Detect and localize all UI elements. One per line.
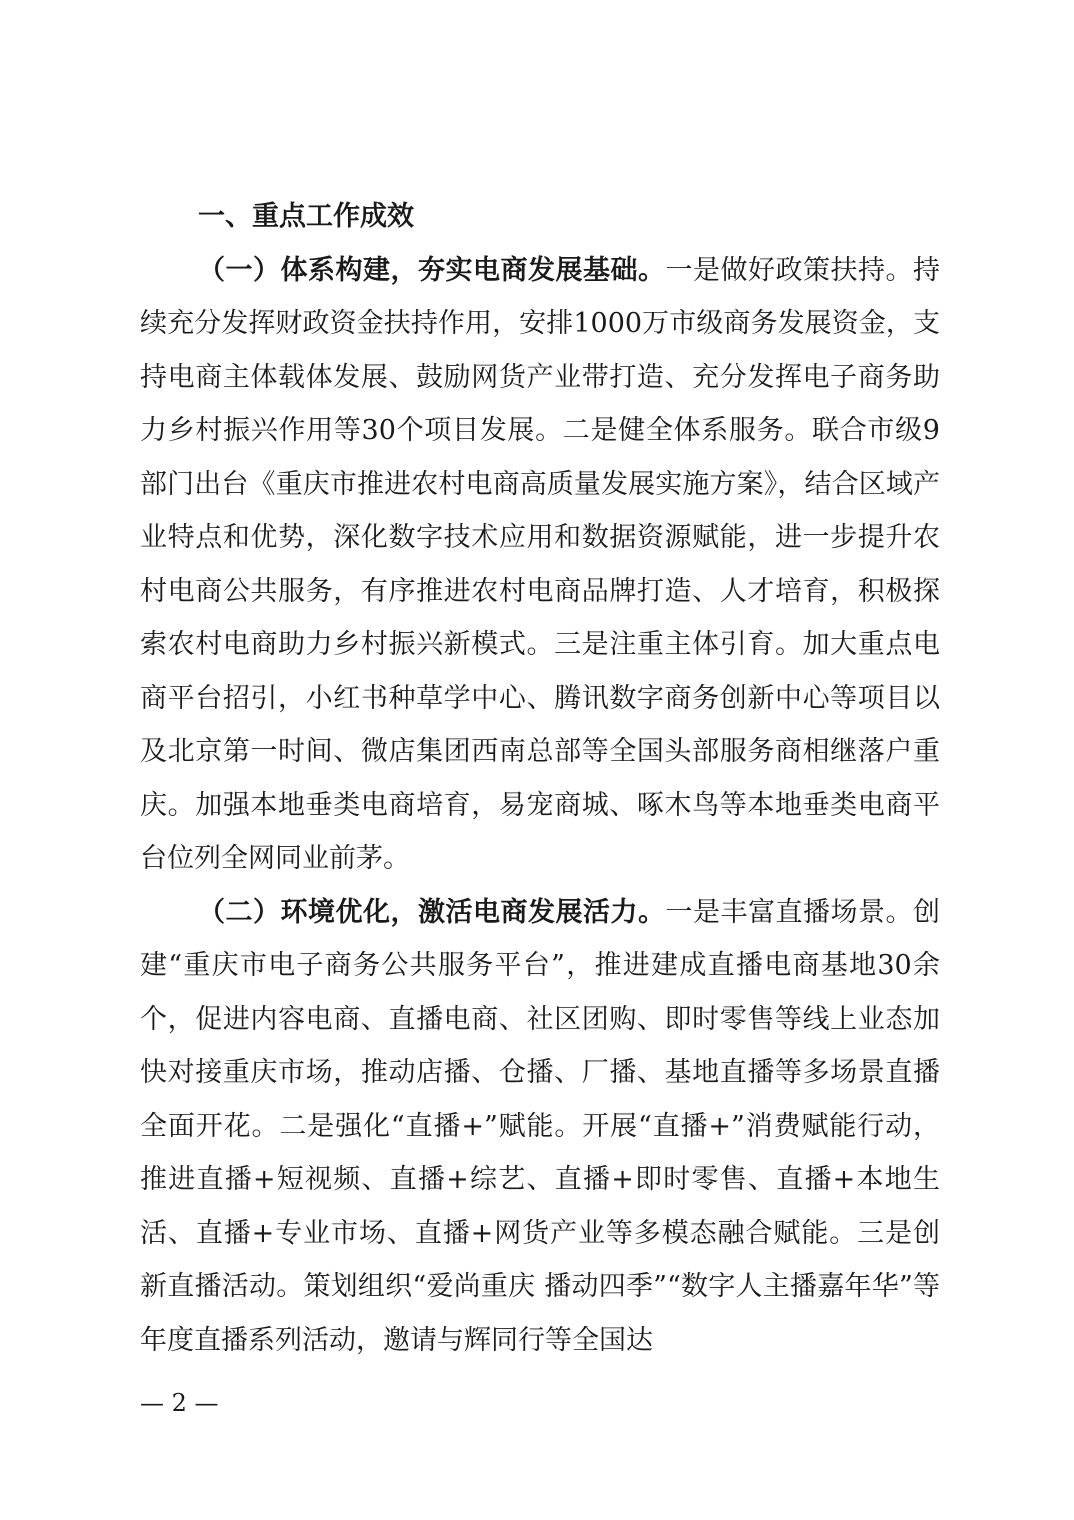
paragraph-lead: （二）环境优化，激活电商发展活力。 (198, 896, 666, 928)
paragraph-text: 一是做好政策扶持。持续充分发挥财政资金扶持作用，安排1000万市级商务发展资金，支持电商主体载体发展、鼓励网货产业带打造、充分发挥电子商务助力乡村振兴作用等30个项目发展。二是健全体系服务。联合市级9部门出台《重庆市推进农村电商高质量发展实施方案》，结合区域产业特点和优势，深化数字技术应用和数据资源赋能，进一步提升农村电商公共服务，有序推进农村电商品牌打造、人才培育，积极探索农村电商助力乡村振兴新模式。三是注重主体引育。加大重点电商平台招引，小红书种草学中心、腾讯数字商务创新中心等项目以及北京第一时间、微店集团西南总部等全国头部服务商相继落户重庆。加强本地垂类电商培育，易宠商城、啄木鸟等本地垂类电商平台位列全网同业前茅。 (140, 254, 940, 874)
paragraph-environment-optimization (140, 886, 940, 1368)
page-number: — 2 — (140, 1389, 219, 1417)
paragraph-system-construction (140, 244, 940, 886)
document-body (140, 190, 940, 1367)
section-heading: 一、重点工作成效 (198, 201, 414, 232)
paragraph-text: 一是丰富直播场景。创建“重庆市电子商务公共服务平台”，推进建成直播电商基地30余个，促进内容电商、直播电商、社区团购、即时零售等线上业态加快对接重庆市场，推动店播、仓播、厂播、基地直播等多场景直播全面开花。二是强化“直播+”赋能。开展“直播+”消费赋能行动，推进直播+短视频、直播+综艺、直播+即时零售、直播+本地生活、直播+专业市场、直播+网货产业等多模态融合赋能。三是创新直播活动。策划组织“爱尚重庆 播动四季”“数字人主播嘉年华”等年度直播系列活动，邀请与辉同行等全国达 (140, 896, 940, 1356)
paragraph-lead: （一）体系构建，夯实电商发展基础。 (198, 254, 666, 286)
